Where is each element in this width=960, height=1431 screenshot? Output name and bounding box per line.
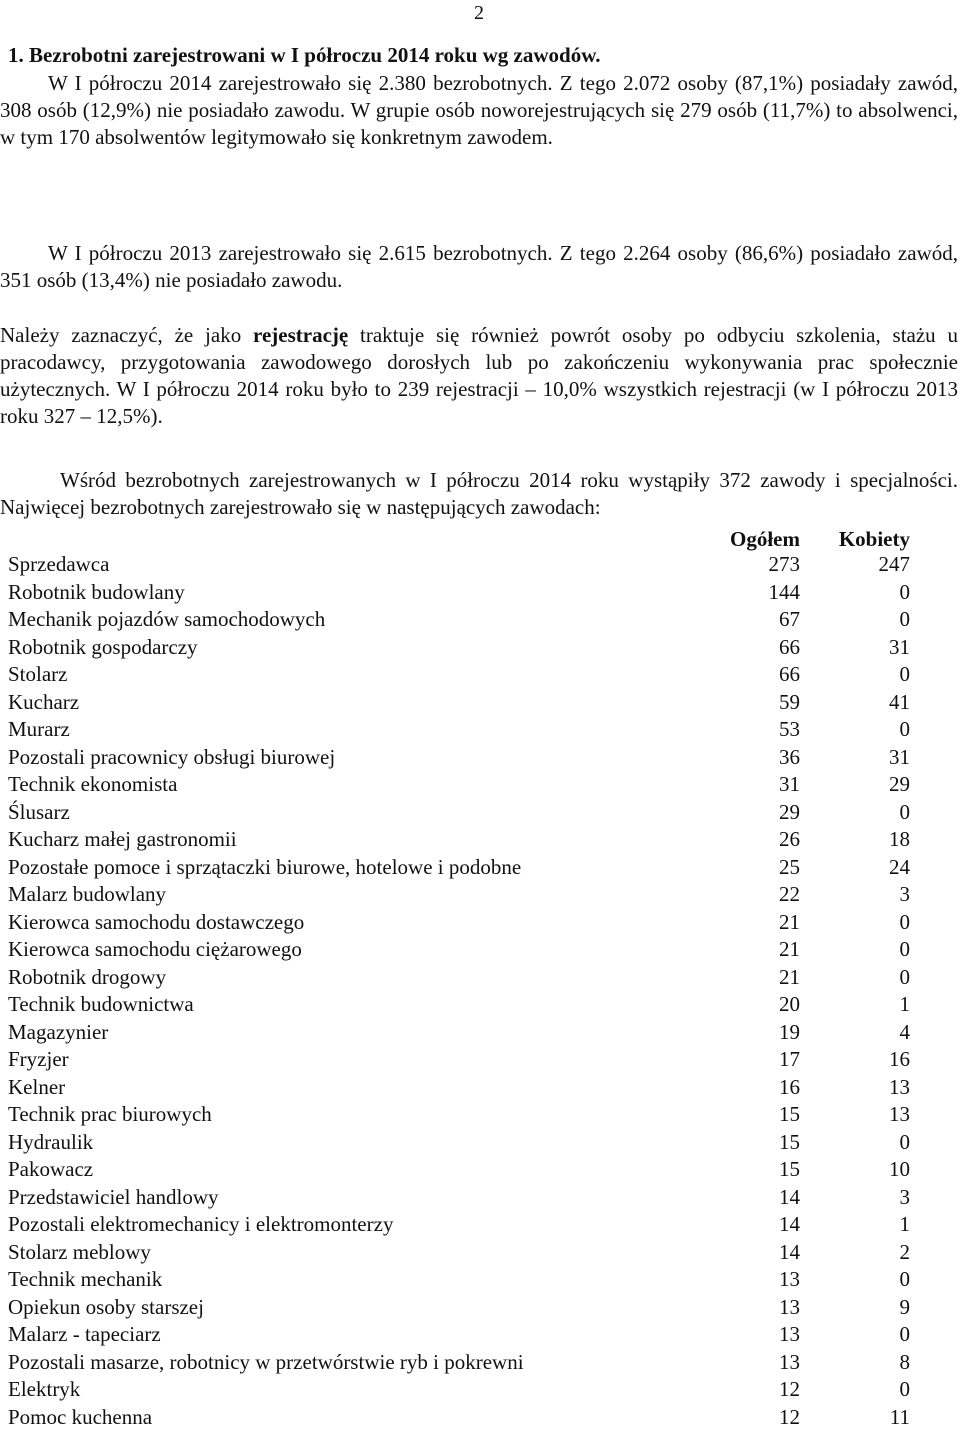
table-row bbox=[0, 1019, 960, 1047]
women-count: 31 bbox=[889, 744, 910, 771]
section-heading: 1. Bezrobotni zarejestrowani w I półroczu 2014 roku wg zawodów. bbox=[8, 42, 958, 69]
occupations-table bbox=[0, 551, 960, 1431]
total-count: 20 bbox=[779, 991, 800, 1018]
total-count: 67 bbox=[779, 606, 800, 633]
table-row bbox=[0, 964, 960, 992]
table-row bbox=[0, 854, 960, 882]
emphasized-term: rejestrację bbox=[253, 323, 348, 347]
total-count: 13 bbox=[779, 1266, 800, 1293]
occupation-name: Przedstawiciel handlowy bbox=[8, 1184, 219, 1211]
total-count: 36 bbox=[779, 744, 800, 771]
table-row bbox=[0, 661, 960, 689]
women-count: 10 bbox=[889, 1156, 910, 1183]
occupation-name: Kucharz małej gastronomii bbox=[8, 826, 237, 853]
total-count: 19 bbox=[779, 1019, 800, 1046]
total-count: 59 bbox=[779, 689, 800, 716]
occupation-name: Murarz bbox=[8, 716, 70, 743]
occupation-name: Fryzjer bbox=[8, 1046, 69, 1073]
total-count: 13 bbox=[779, 1321, 800, 1348]
table-row bbox=[0, 1349, 960, 1377]
total-count: 25 bbox=[779, 854, 800, 881]
women-count: 0 bbox=[900, 606, 911, 633]
occupation-name: Robotnik gospodarczy bbox=[8, 634, 198, 661]
occupation-name: Ślusarz bbox=[8, 799, 70, 826]
occupation-name: Pozostali elektromechanicy i elektromonterzy bbox=[8, 1211, 393, 1238]
total-count: 12 bbox=[779, 1376, 800, 1403]
women-count: 0 bbox=[900, 1321, 911, 1348]
women-count: 0 bbox=[900, 1129, 911, 1156]
women-count: 16 bbox=[889, 1046, 910, 1073]
table-row bbox=[0, 579, 960, 607]
total-count: 14 bbox=[779, 1211, 800, 1238]
total-count: 21 bbox=[779, 909, 800, 936]
total-count: 21 bbox=[779, 936, 800, 963]
women-count: 4 bbox=[900, 1019, 911, 1046]
occupation-name: Stolarz meblowy bbox=[8, 1239, 151, 1266]
women-count: 0 bbox=[900, 964, 911, 991]
table-row bbox=[0, 991, 960, 1019]
table-row bbox=[0, 744, 960, 772]
table-row bbox=[0, 1294, 960, 1322]
paragraph-occupations-intro: Wśród bezrobotnych zarejestrowanych w I półroczu 2014 roku wystąpiły 372 zawody i specjalności. Najwięcej bezrobotnych zarejestrowało się w następujących zawodach: bbox=[0, 467, 958, 521]
table-row bbox=[0, 1101, 960, 1129]
occupation-name: Sprzedawca bbox=[8, 551, 109, 578]
women-count: 41 bbox=[889, 689, 910, 716]
table-row bbox=[0, 1266, 960, 1294]
paragraph-registration-definition bbox=[0, 322, 958, 430]
women-count: 2 bbox=[900, 1239, 911, 1266]
total-count: 66 bbox=[779, 634, 800, 661]
occupation-name: Pomoc kuchenna bbox=[8, 1404, 152, 1431]
occupation-name: Robotnik drogowy bbox=[8, 964, 166, 991]
table-row bbox=[0, 1156, 960, 1184]
total-count: 31 bbox=[779, 771, 800, 798]
total-count: 15 bbox=[779, 1101, 800, 1128]
women-count: 29 bbox=[889, 771, 910, 798]
column-header-total: Ogółem bbox=[730, 526, 800, 553]
total-count: 14 bbox=[779, 1239, 800, 1266]
women-count: 8 bbox=[900, 1349, 911, 1376]
occupation-name: Pakowacz bbox=[8, 1156, 93, 1183]
table-row bbox=[0, 1239, 960, 1267]
occupation-name: Elektryk bbox=[8, 1376, 80, 1403]
paragraph-text-start: Należy zaznaczyć, że jako bbox=[0, 323, 253, 347]
occupation-name: Kierowca samochodu ciężarowego bbox=[8, 936, 302, 963]
occupation-name: Technik mechanik bbox=[8, 1266, 162, 1293]
total-count: 66 bbox=[779, 661, 800, 688]
occupation-name: Technik prac biurowych bbox=[8, 1101, 212, 1128]
occupation-name: Mechanik pojazdów samochodowych bbox=[8, 606, 325, 633]
total-count: 14 bbox=[779, 1184, 800, 1211]
women-count: 3 bbox=[900, 881, 911, 908]
women-count: 0 bbox=[900, 909, 911, 936]
table-row bbox=[0, 909, 960, 937]
women-count: 13 bbox=[889, 1101, 910, 1128]
women-count: 0 bbox=[900, 799, 911, 826]
occupation-name: Pozostali masarze, robotnicy w przetwórstwie ryb i pokrewni bbox=[8, 1349, 524, 1376]
occupation-name: Opiekun osoby starszej bbox=[8, 1294, 204, 1321]
women-count: 0 bbox=[900, 661, 911, 688]
total-count: 13 bbox=[779, 1349, 800, 1376]
women-count: 11 bbox=[890, 1404, 910, 1431]
women-count: 3 bbox=[900, 1184, 911, 1211]
table-row bbox=[0, 689, 960, 717]
paragraph-2014-registrations: W I półroczu 2014 zarejestrowało się 2.380 bezrobotnych. Z tego 2.072 osoby (87,1%) posiadały zawód, 308 osób (12,9%) nie posiadało zawodu. W grupie osób noworejestrujących się 279 osób (11,7%) to absolwenci, w tym 170 absolwentów legitymowało się konkretnym zawodem. bbox=[0, 70, 958, 151]
women-count: 13 bbox=[889, 1074, 910, 1101]
table-row bbox=[0, 1046, 960, 1074]
occupation-name: Magazynier bbox=[8, 1019, 108, 1046]
table-row bbox=[0, 1184, 960, 1212]
page-number: 2 bbox=[474, 0, 484, 27]
total-count: 16 bbox=[779, 1074, 800, 1101]
table-row bbox=[0, 716, 960, 744]
women-count: 0 bbox=[900, 1266, 911, 1293]
table-row bbox=[0, 826, 960, 854]
table-row bbox=[0, 1211, 960, 1239]
paragraph-text-end: traktuje się również powrót osoby po odbyciu szkolenia, stażu u pracodawcy, przygotowania zawodowego dorosłych lub po zakończeniu wykonywania prac społecznie użytecznych. W I półroczu 2014 roku było to 239 rejestracji – 10,0% wszystkich rejestracji (w I półroczu 2013 roku 327 – 12,5%). bbox=[0, 323, 958, 428]
occupation-name: Hydraulik bbox=[8, 1129, 93, 1156]
women-count: 0 bbox=[900, 1376, 911, 1403]
total-count: 13 bbox=[779, 1294, 800, 1321]
occupation-name: Technik ekonomista bbox=[8, 771, 177, 798]
total-count: 22 bbox=[779, 881, 800, 908]
table-row bbox=[0, 936, 960, 964]
occupation-name: Malarz - tapeciarz bbox=[8, 1321, 161, 1348]
occupation-name: Robotnik budowlany bbox=[8, 579, 185, 606]
table-row bbox=[0, 551, 960, 579]
total-count: 53 bbox=[779, 716, 800, 743]
total-count: 273 bbox=[769, 551, 801, 578]
total-count: 29 bbox=[779, 799, 800, 826]
occupation-name: Technik budownictwa bbox=[8, 991, 194, 1018]
table-row bbox=[0, 881, 960, 909]
total-count: 21 bbox=[779, 964, 800, 991]
women-count: 31 bbox=[889, 634, 910, 661]
occupation-name: Pozostałe pomoce i sprzątaczki biurowe, hotelowe i podobne bbox=[8, 854, 521, 881]
table-row bbox=[0, 1321, 960, 1349]
occupation-name: Kelner bbox=[8, 1074, 65, 1101]
women-count: 1 bbox=[900, 991, 911, 1018]
women-count: 9 bbox=[900, 1294, 911, 1321]
total-count: 17 bbox=[779, 1046, 800, 1073]
total-count: 15 bbox=[779, 1129, 800, 1156]
occupation-name: Stolarz bbox=[8, 661, 67, 688]
table-row bbox=[0, 634, 960, 662]
total-count: 15 bbox=[779, 1156, 800, 1183]
total-count: 12 bbox=[779, 1404, 800, 1431]
women-count: 24 bbox=[889, 854, 910, 881]
occupation-name: Pozostali pracownicy obsługi biurowej bbox=[8, 744, 335, 771]
women-count: 1 bbox=[900, 1211, 911, 1238]
women-count: 247 bbox=[879, 551, 911, 578]
total-count: 26 bbox=[779, 826, 800, 853]
occupation-name: Malarz budowlany bbox=[8, 881, 166, 908]
paragraph-2013-registrations: W I półroczu 2013 zarejestrowało się 2.615 bezrobotnych. Z tego 2.264 osoby (86,6%) posiadało zawód, 351 osób (13,4%) nie posiadało zawodu. bbox=[0, 240, 958, 294]
table-row bbox=[0, 799, 960, 827]
table-header bbox=[0, 526, 960, 553]
table-row bbox=[0, 1129, 960, 1157]
table-row bbox=[0, 1376, 960, 1404]
women-count: 18 bbox=[889, 826, 910, 853]
occupation-name: Kierowca samochodu dostawczego bbox=[8, 909, 304, 936]
women-count: 0 bbox=[900, 579, 911, 606]
table-row bbox=[0, 606, 960, 634]
women-count: 0 bbox=[900, 936, 911, 963]
column-header-women: Kobiety bbox=[839, 526, 910, 553]
table-row bbox=[0, 1074, 960, 1102]
women-count: 0 bbox=[900, 716, 911, 743]
occupation-name: Kucharz bbox=[8, 689, 79, 716]
table-row bbox=[0, 771, 960, 799]
total-count: 144 bbox=[769, 579, 801, 606]
